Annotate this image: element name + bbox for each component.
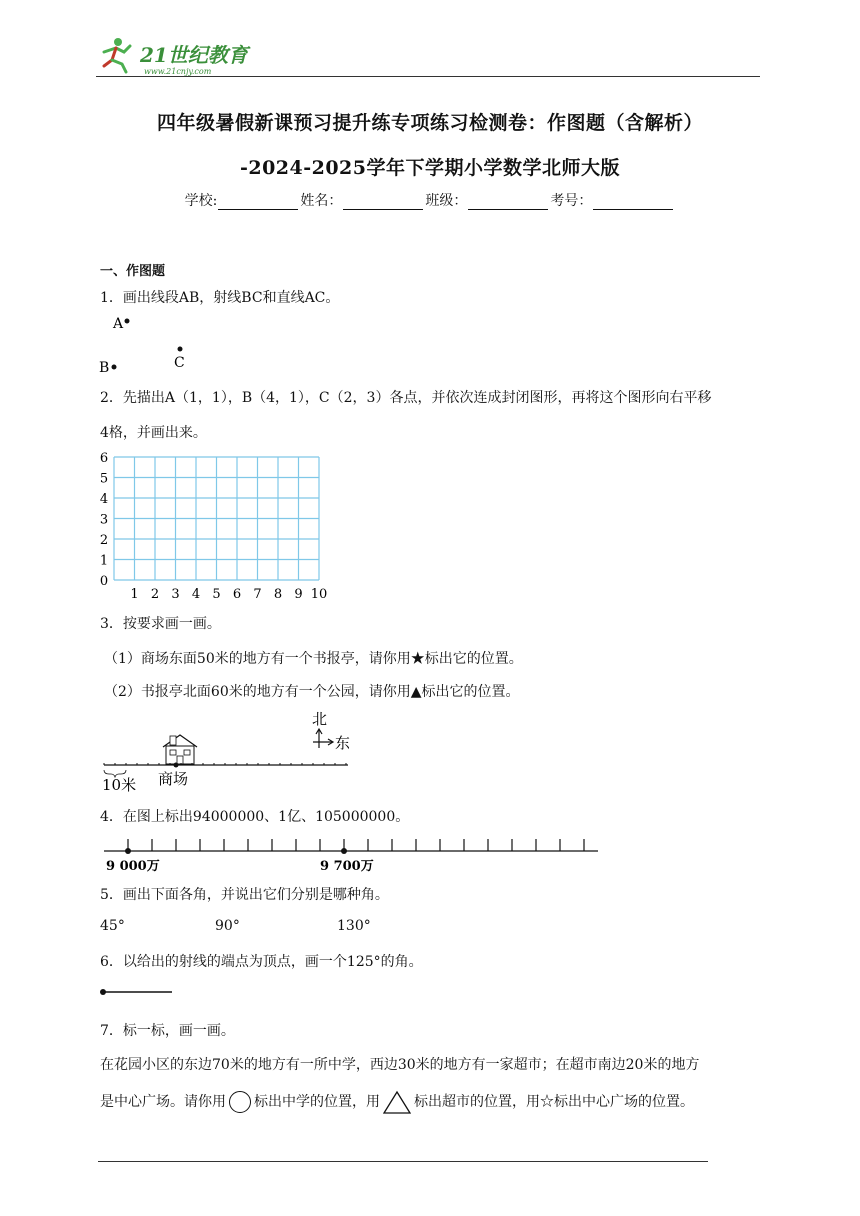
point-c-label: C bbox=[174, 355, 185, 371]
circle-icon bbox=[229, 1091, 251, 1113]
y-tick-label: 6 bbox=[99, 451, 109, 466]
y-tick-label: 4 bbox=[99, 492, 109, 507]
name-blank[interactable] bbox=[343, 195, 423, 210]
q7-text: 7．标一标，画一画。 bbox=[100, 1023, 235, 1039]
student-info bbox=[0, 190, 860, 210]
q3-sub1: （1）商场东面50米的地方有一个书报亭，请你用★标出它的位置。 bbox=[104, 651, 523, 667]
grid-lines bbox=[114, 457, 319, 580]
title-line-1: 四年级暑假新课预习提升练专项练习检测卷：作图题（含解析） bbox=[156, 112, 703, 134]
number-blank[interactable] bbox=[593, 195, 673, 210]
point-b bbox=[112, 365, 117, 370]
school-blank[interactable] bbox=[218, 195, 298, 210]
logo bbox=[96, 34, 266, 78]
y-tick-label: 3 bbox=[99, 512, 109, 528]
q2-text-2: 4格，并画出来。 bbox=[100, 425, 207, 441]
y-axis-labels bbox=[100, 451, 108, 589]
point-a-label: A bbox=[113, 316, 124, 332]
scale-label: 10米 bbox=[102, 776, 137, 794]
x-tick-label: 8 bbox=[273, 587, 283, 602]
number-line-ticks bbox=[128, 839, 584, 851]
q1-text: 1．画出线段AB，射线BC和直线AC。 bbox=[100, 290, 340, 306]
mall-building-icon bbox=[163, 735, 197, 764]
school-label: 学校: bbox=[184, 193, 218, 209]
number-label: 考号： bbox=[550, 193, 593, 209]
angle-90: 90° bbox=[215, 918, 240, 934]
section-heading: 一、作图题 bbox=[100, 264, 166, 279]
q5-text: 5．画出下面各角，并说出它们分别是哪种角。 bbox=[100, 887, 389, 903]
class-blank[interactable] bbox=[468, 195, 548, 210]
q3-map[interactable] bbox=[100, 708, 360, 794]
runner-icon bbox=[104, 38, 130, 72]
point-9700 bbox=[341, 848, 347, 854]
mall-point bbox=[174, 763, 179, 768]
angle-45: 45° bbox=[100, 918, 125, 934]
y-tick-label: 2 bbox=[99, 533, 109, 548]
q3-sub2: （2）书报亭北面60米的地方有一个公园，请你用▲标出它的位置。 bbox=[104, 684, 520, 700]
x-tick-label: 4 bbox=[191, 587, 201, 602]
x-tick-label: 5 bbox=[212, 587, 221, 602]
y-tick-label: 0 bbox=[99, 574, 109, 589]
logo-text: 21世纪教育 bbox=[140, 43, 248, 67]
coordinate-grid[interactable] bbox=[94, 448, 334, 608]
x-tick-label: 7 bbox=[253, 587, 262, 602]
class-label: 班级： bbox=[425, 193, 468, 209]
q7-line-2c: 标出超市的位置，用☆标出中心广场的位置。 bbox=[414, 1094, 694, 1110]
q1-points bbox=[96, 310, 216, 380]
y-tick-label: 1 bbox=[99, 553, 109, 569]
mall-label: 商场 bbox=[158, 770, 189, 788]
q7-line-2 bbox=[100, 1090, 694, 1114]
angle-130: 130° bbox=[337, 918, 371, 934]
x-tick-label: 10 bbox=[310, 587, 328, 602]
q4-text: 4．在图上标出94000000、1亿、105000000。 bbox=[100, 809, 410, 825]
x-tick-label: 1 bbox=[130, 587, 139, 602]
x-axis-labels bbox=[130, 587, 327, 602]
x-tick-label: 3 bbox=[171, 587, 180, 602]
x-tick-label: 9 bbox=[294, 587, 303, 602]
triangle-icon bbox=[383, 1090, 411, 1114]
q3-text: 3．按要求画一画。 bbox=[100, 616, 221, 632]
logo-url: www.21cnjy.com bbox=[144, 67, 212, 76]
ray[interactable] bbox=[98, 984, 178, 1000]
number-line[interactable] bbox=[100, 830, 610, 876]
q6-text: 6．以给出的射线的端点为顶点，画一个125°的角。 bbox=[100, 954, 423, 970]
title-line-2: -2024-2025学年下学期小学数学北师大版 bbox=[239, 157, 621, 179]
north-label: 北 bbox=[312, 710, 328, 728]
name-label: 姓名： bbox=[300, 193, 343, 209]
q7-line-2a: 是中心广场。请你用 bbox=[100, 1094, 226, 1110]
footer-rule bbox=[98, 1161, 708, 1162]
point-b-label: B bbox=[99, 360, 110, 376]
q2-text-1: 2．先描出A（1，1），B（4，1），C（2，3）各点，并依次连成封闭图形，再将这个图形向右平移 bbox=[100, 390, 712, 406]
q7-line-1: 在花园小区的东边70米的地方有一所中学，西边30米的地方有一家超市；在超市南边20米的地方 bbox=[100, 1057, 700, 1073]
q7-line-2b: 标出中学的位置，用 bbox=[254, 1094, 380, 1110]
header-rule bbox=[96, 76, 760, 77]
east-label: 东 bbox=[335, 734, 351, 752]
y-tick-label: 5 bbox=[99, 471, 109, 487]
x-tick-label: 2 bbox=[150, 587, 160, 602]
point-9000 bbox=[125, 848, 131, 854]
label-9000: 9 000万 bbox=[106, 859, 160, 874]
point-c bbox=[178, 347, 183, 352]
point-a bbox=[125, 319, 130, 324]
x-tick-label: 6 bbox=[232, 587, 242, 602]
label-9700: 9 700万 bbox=[320, 859, 374, 874]
